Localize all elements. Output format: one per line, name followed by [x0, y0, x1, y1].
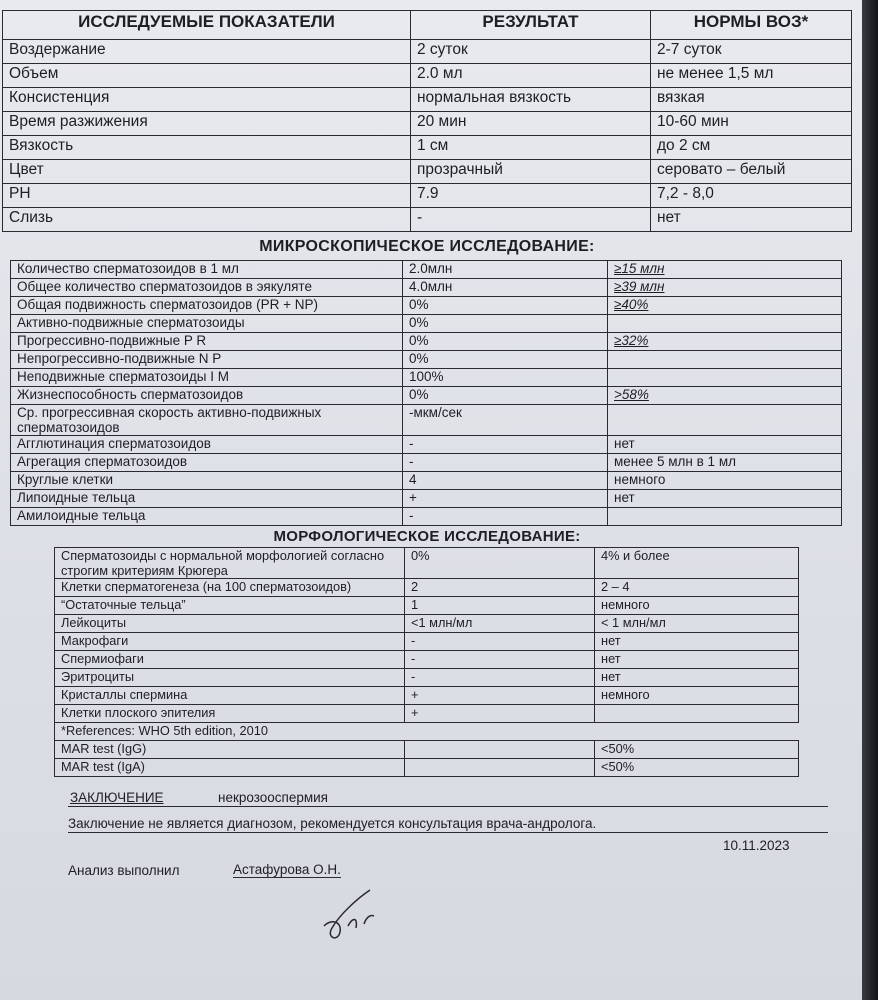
micro-row	[11, 333, 842, 351]
basic-norm: не менее 1,5 мл	[651, 64, 852, 88]
table-header-row	[3, 11, 852, 40]
basic-row	[3, 136, 852, 160]
references-row	[55, 723, 799, 741]
micro-name: Амилоидные тельца	[11, 508, 403, 526]
micro-row	[11, 405, 842, 436]
disclaimer-line	[68, 813, 828, 833]
micro-result: -	[403, 454, 608, 472]
background-shadow	[862, 0, 878, 1000]
basic-result: -	[411, 208, 651, 232]
basic-norm: вязкая	[651, 88, 852, 112]
basic-norm: 2-7 суток	[651, 40, 852, 64]
mar-body	[55, 741, 799, 777]
basic-row	[3, 160, 852, 184]
basic-name: Воздержание	[3, 40, 411, 64]
basic-norm: 7,2 - 8,0	[651, 184, 852, 208]
date-line	[68, 835, 828, 854]
mar-name: MAR test (IgA)	[55, 759, 405, 777]
morph-result: -	[405, 633, 595, 651]
performer-label: Анализ выполнил	[68, 863, 180, 878]
basic-name: Вязкость	[3, 136, 411, 160]
morph-norm	[595, 705, 799, 723]
basic-result: 20 мин	[411, 112, 651, 136]
micro-name: Общее количество сперматозоидов в эякуляте	[11, 279, 403, 297]
basic-result: 2 суток	[411, 40, 651, 64]
micro-name: Неподвижные сперматозоиды I M	[11, 369, 403, 387]
basic-row	[3, 64, 852, 88]
micro-name: Общая подвижность сперматозоидов (PR + NP)	[11, 297, 403, 315]
basic-name: PH	[3, 184, 411, 208]
micro-result: 2.0млн	[403, 261, 608, 279]
basic-norm: нет	[651, 208, 852, 232]
basic-result: нормальная вязкость	[411, 88, 651, 112]
signature-image	[318, 888, 388, 948]
micro-norm	[608, 369, 842, 387]
mar-row	[55, 759, 799, 777]
morph-name: Кристаллы спермина	[55, 687, 405, 705]
mar-result	[405, 741, 595, 759]
micro-name: Круглые клетки	[11, 472, 403, 490]
basic-name: Время разжижения	[3, 112, 411, 136]
morph-norm: 4% и более	[595, 548, 799, 579]
morphological-table	[54, 547, 799, 777]
basic-row	[3, 184, 852, 208]
morph-result: 2	[405, 579, 595, 597]
micro-name: Агрегация сперматозоидов	[11, 454, 403, 472]
mar-norm: <50%	[595, 759, 799, 777]
morph-result: 1	[405, 597, 595, 615]
morph-row	[55, 548, 799, 579]
micro-name: Агглютинация сперматозоидов	[11, 436, 403, 454]
morph-result: -	[405, 651, 595, 669]
micro-result: 0%	[403, 351, 608, 369]
micro-result: -	[403, 436, 608, 454]
micro-row	[11, 436, 842, 454]
basic-result: 7.9	[411, 184, 651, 208]
morph-row	[55, 597, 799, 615]
basic-row	[3, 88, 852, 112]
micro-row	[11, 369, 842, 387]
basic-row	[3, 112, 852, 136]
basic-row	[3, 40, 852, 64]
micro-result: 0%	[403, 333, 608, 351]
micro-result: -	[403, 508, 608, 526]
morph-name: Клетки сперматогенеза (на 100 сперматозоидов)	[55, 579, 405, 597]
micro-result: -мкм/сек	[403, 405, 608, 436]
mar-norm: <50%	[595, 741, 799, 759]
micro-row	[11, 279, 842, 297]
microscopic-table	[10, 260, 842, 526]
micro-row	[11, 387, 842, 405]
micro-result: 4	[403, 472, 608, 490]
morph-name: Клетки плоского эпителия	[55, 705, 405, 723]
header-result: РЕЗУЛЬТАТ	[411, 11, 651, 40]
mar-name: MAR test (IgG)	[55, 741, 405, 759]
basic-body	[3, 40, 852, 232]
basic-norm: 10-60 мин	[651, 112, 852, 136]
micro-norm	[608, 508, 842, 526]
morphological-title: МОРФОЛОГИЧЕСКОЕ ИССЛЕДОВАНИЕ:	[273, 528, 581, 545]
micro-name: Жизнеспособность сперматозоидов	[11, 387, 403, 405]
micro-result: 100%	[403, 369, 608, 387]
micro-row	[11, 297, 842, 315]
references-text: *References: WHO 5th edition, 2010	[55, 723, 799, 741]
micro-norm: ≥15 млн	[608, 261, 842, 279]
morph-result: -	[405, 669, 595, 687]
microscopic-title: МИКРОСКОПИЧЕСКОЕ ИССЛЕДОВАНИЕ:	[259, 238, 595, 255]
micro-name: Ср. прогрессивная скорость активно-подвижных сперматозоидов	[11, 405, 403, 436]
micro-norm: ≥40%	[608, 297, 842, 315]
micro-name: Липоидные тельца	[11, 490, 403, 508]
micro-result: 0%	[403, 297, 608, 315]
morph-result: <1 млн/мл	[405, 615, 595, 633]
micro-norm: >58%	[608, 387, 842, 405]
basic-norm: до 2 см	[651, 136, 852, 160]
morph-name: “Остаточные тельца”	[55, 597, 405, 615]
header-indicators: ИССЛЕДУЕМЫЕ ПОКАЗАТЕЛИ	[3, 11, 411, 40]
micro-norm: немного	[608, 472, 842, 490]
morph-name: Эритроциты	[55, 669, 405, 687]
morph-norm: нет	[595, 651, 799, 669]
morph-row	[55, 669, 799, 687]
morph-result: 0%	[405, 548, 595, 579]
micro-norm	[608, 315, 842, 333]
morph-norm: нет	[595, 633, 799, 651]
conclusion-value: некрозооспермия	[218, 790, 328, 805]
micro-norm: ≥32%	[608, 333, 842, 351]
morph-norm: немного	[595, 687, 799, 705]
morph-name: Сперматозоиды с нормальной морфологией согласно строгим критериям Крюгера	[55, 548, 405, 579]
micro-row	[11, 508, 842, 526]
performer-line	[68, 860, 368, 879]
morph-row	[55, 651, 799, 669]
morph-norm: 2 – 4	[595, 579, 799, 597]
micro-result: 4.0млн	[403, 279, 608, 297]
morph-row	[55, 687, 799, 705]
micro-row	[11, 351, 842, 369]
micro-row	[11, 490, 842, 508]
morph-row	[55, 633, 799, 651]
basic-indicators-table	[2, 10, 852, 232]
micro-row	[11, 315, 842, 333]
basic-result: прозрачный	[411, 160, 651, 184]
mar-result	[405, 759, 595, 777]
micro-name: Непрогрессивно-подвижные N P	[11, 351, 403, 369]
micro-row	[11, 261, 842, 279]
micro-norm: ≥39 млн	[608, 279, 842, 297]
morph-name: Макрофаги	[55, 633, 405, 651]
morph-row	[55, 579, 799, 597]
micro-norm: нет	[608, 490, 842, 508]
micro-norm	[608, 405, 842, 436]
micro-norm	[608, 351, 842, 369]
morph-row	[55, 705, 799, 723]
performer-name: Астафурова О.Н.	[233, 862, 341, 877]
morph-result: +	[405, 705, 595, 723]
micro-name: Количество сперматозоидов в 1 мл	[11, 261, 403, 279]
micro-body	[11, 261, 842, 526]
conclusion-line	[68, 787, 828, 807]
micro-row	[11, 454, 842, 472]
disclaimer-text: Заключение не является диагнозом, рекомендуется консультация врача-андролога.	[68, 816, 597, 831]
morph-name: Спермиофаги	[55, 651, 405, 669]
basic-row	[3, 208, 852, 232]
micro-norm: менее 5 млн в 1 мл	[608, 454, 842, 472]
morph-norm: немного	[595, 597, 799, 615]
morph-body	[55, 548, 799, 723]
micro-name: Активно-подвижные сперматозоиды	[11, 315, 403, 333]
basic-name: Объем	[3, 64, 411, 88]
basic-name: Слизь	[3, 208, 411, 232]
basic-name: Консистенция	[3, 88, 411, 112]
morph-name: Лейкоциты	[55, 615, 405, 633]
morph-norm: нет	[595, 669, 799, 687]
micro-result: 0%	[403, 315, 608, 333]
basic-name: Цвет	[3, 160, 411, 184]
micro-norm: нет	[608, 436, 842, 454]
header-norms: НОРМЫ ВОЗ*	[651, 11, 852, 40]
micro-result: 0%	[403, 387, 608, 405]
mar-row	[55, 741, 799, 759]
micro-result: +	[403, 490, 608, 508]
morph-result: +	[405, 687, 595, 705]
micro-row	[11, 472, 842, 490]
morph-row	[55, 615, 799, 633]
basic-result: 2.0 мл	[411, 64, 651, 88]
micro-name: Прогрессивно-подвижные P R	[11, 333, 403, 351]
basic-norm: серовато – белый	[651, 160, 852, 184]
morph-norm: < 1 млн/мл	[595, 615, 799, 633]
conclusion-label: ЗАКЛЮЧЕНИЕ	[70, 790, 164, 805]
basic-result: 1 см	[411, 136, 651, 160]
report-date: 10.11.2023	[723, 838, 790, 853]
